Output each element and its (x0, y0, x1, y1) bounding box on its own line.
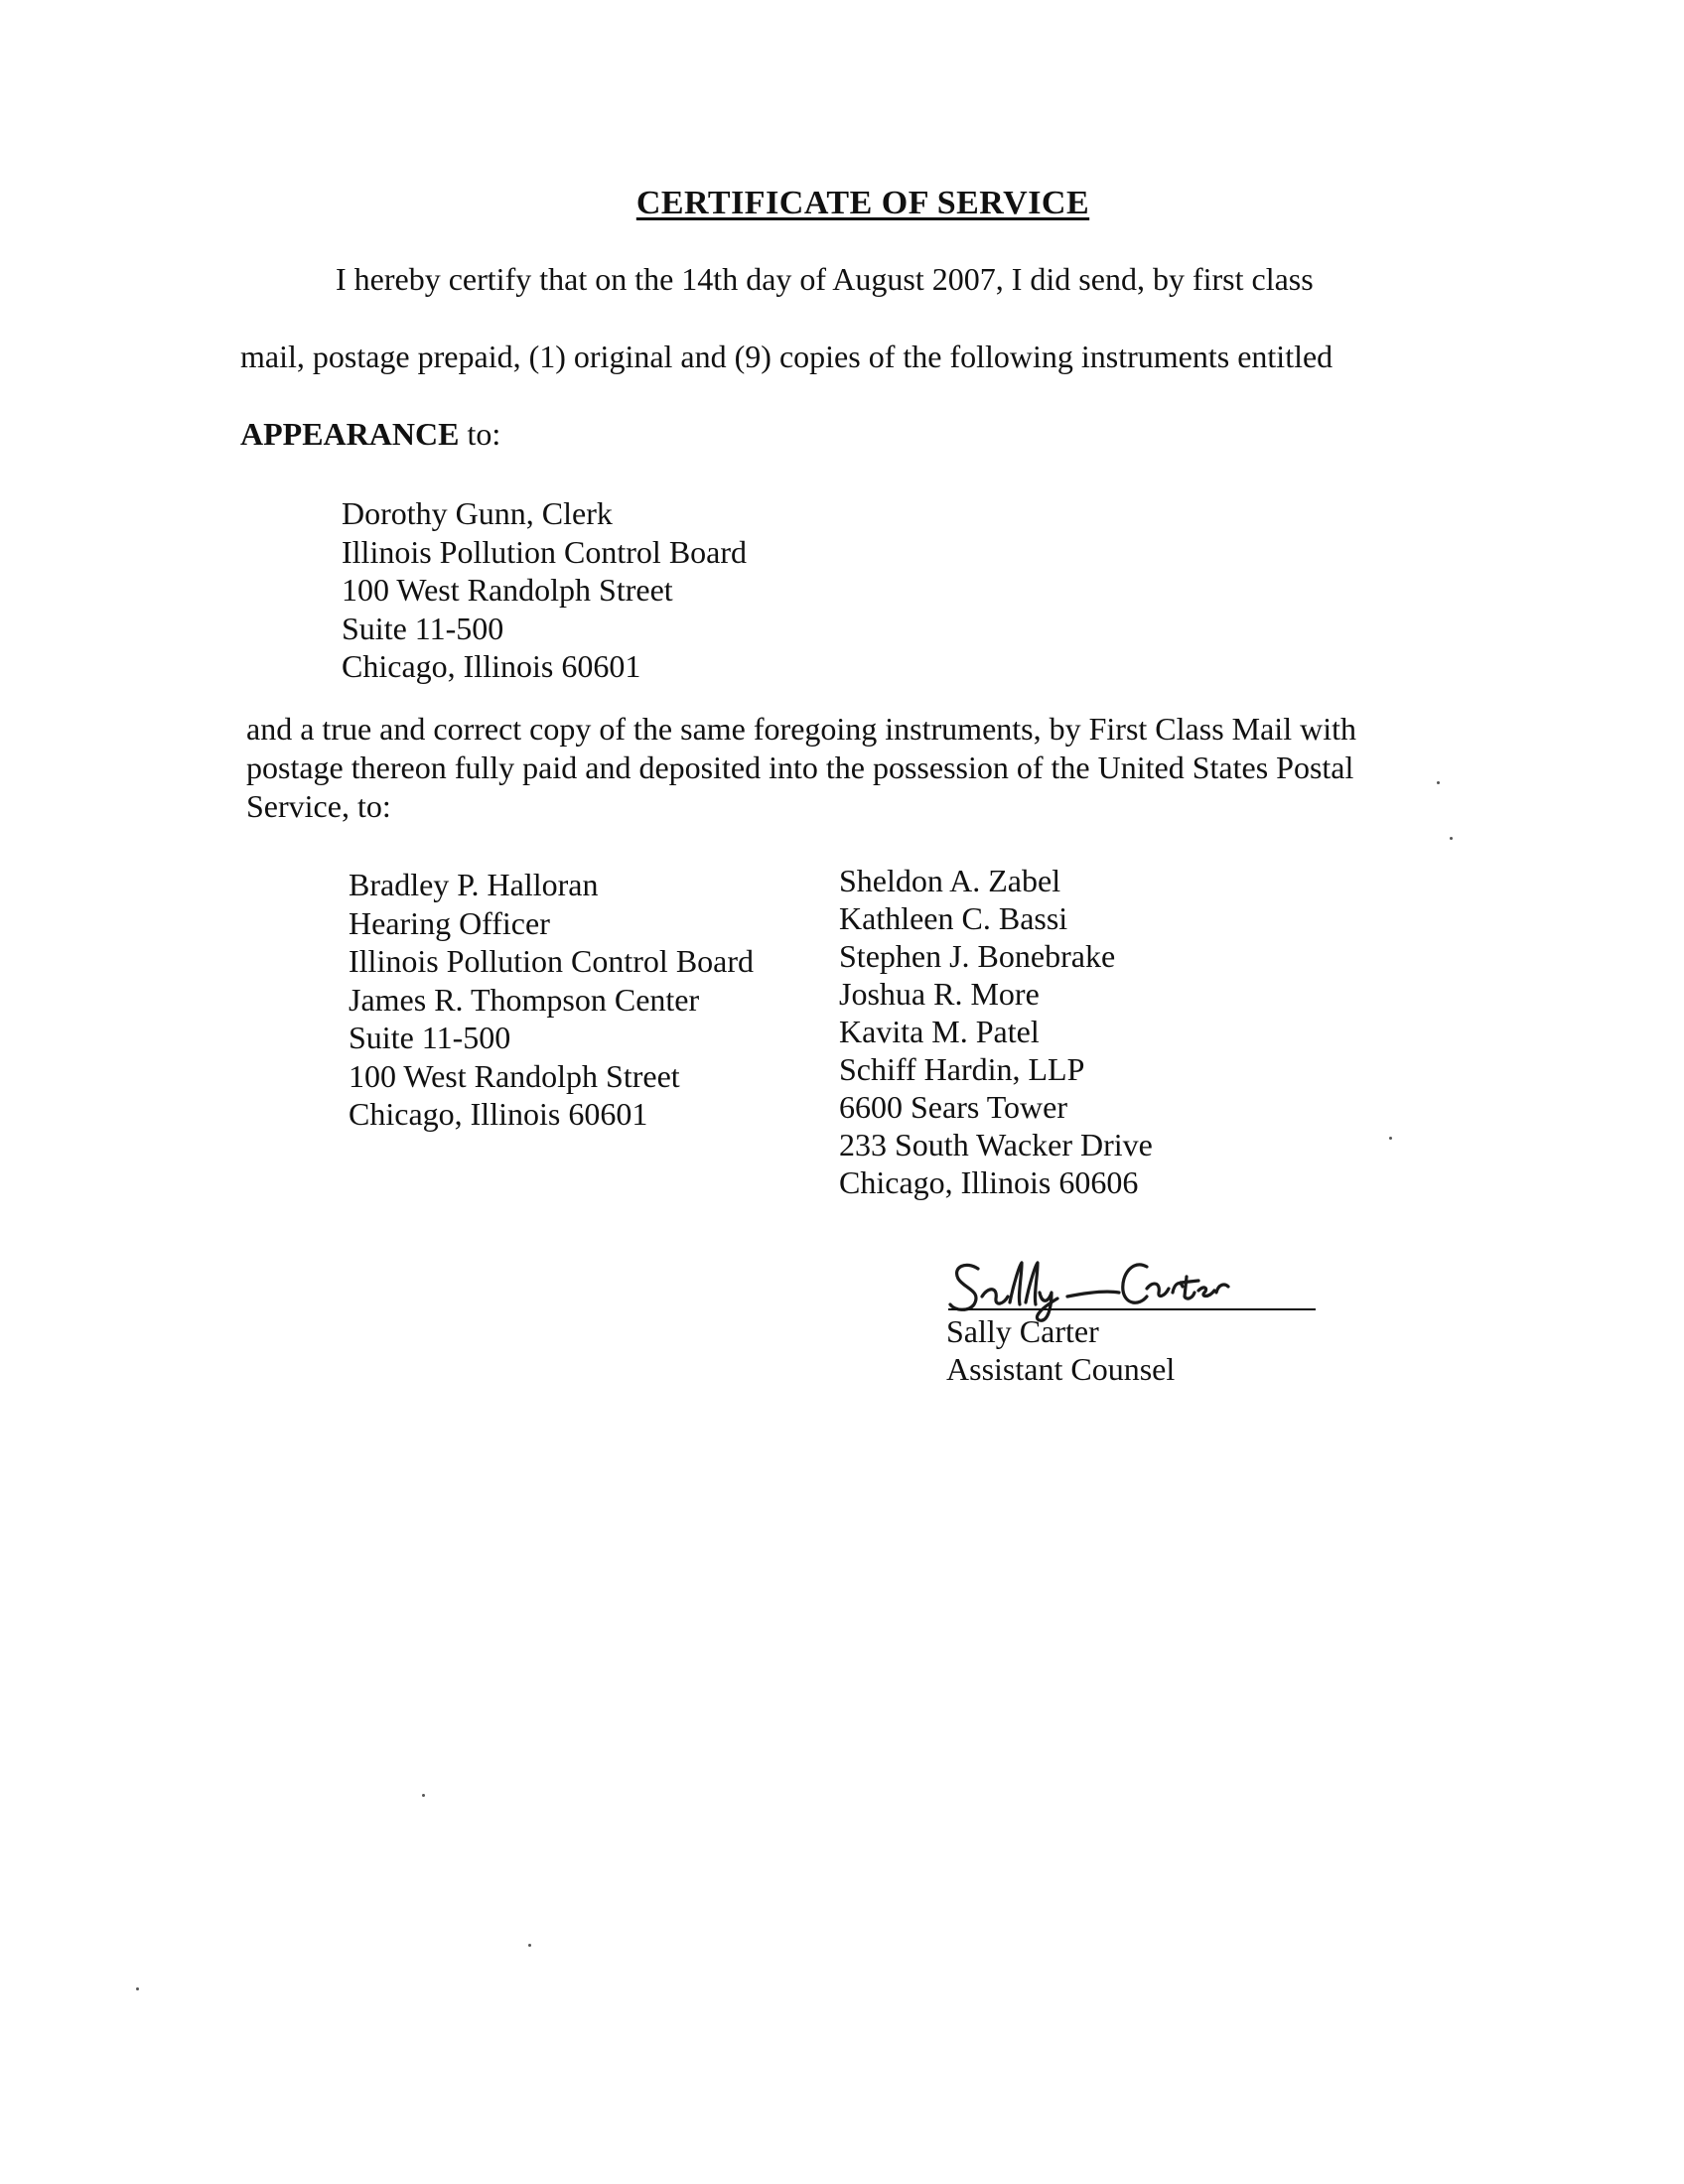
address-line: Illinois Pollution Control Board (342, 533, 748, 570)
document-title: CERTIFICATE OF SERVICE (635, 185, 1090, 221)
address-line: Bradley P. Halloran (349, 867, 599, 902)
address-line: Dorothy Gunn, Clerk (342, 495, 613, 531)
counsel-address-block (839, 862, 1153, 1201)
address-line: 100 West Randolph Street (342, 572, 673, 608)
address-line: Joshua R. More (839, 976, 1040, 1012)
scan-speck (1389, 1137, 1392, 1140)
scan-speck (1450, 837, 1453, 840)
signer-title: Assistant Counsel (946, 1351, 1176, 1387)
scan-speck (136, 1987, 139, 1990)
appearance-to: to: (459, 416, 501, 452)
hearing-officer-address-block (349, 866, 754, 1134)
appearance-label: APPEARANCE (240, 416, 460, 452)
service-line: Service, to: (246, 788, 391, 824)
certification-line-2: mail, postage prepaid, (1) original and (9) copies of the following instruments entitled (240, 339, 1333, 374)
address-line: 100 West Randolph Street (349, 1057, 680, 1094)
address-line: Chicago, Illinois 60601 (342, 648, 641, 684)
address-line: James R. Thompson Center (349, 981, 700, 1018)
address-line: 6600 Sears Tower (839, 1089, 1068, 1125)
clerk-address-block (342, 494, 747, 686)
address-line: Suite 11-500 (342, 610, 504, 646)
appearance-line (240, 415, 500, 453)
signer-block (946, 1312, 1175, 1388)
address-line: Kavita M. Patel (839, 1014, 1040, 1049)
address-line: Schiff Hardin, LLP (839, 1051, 1085, 1087)
address-line: Suite 11-500 (349, 1020, 511, 1055)
address-line: Stephen J. Bonebrake (839, 938, 1116, 974)
service-paragraph (246, 710, 1438, 826)
signer-name: Sally Carter (946, 1313, 1099, 1349)
signature-line (948, 1308, 1316, 1310)
address-line: 233 South Wacker Drive (839, 1127, 1153, 1162)
address-line: Illinois Pollution Control Board (349, 943, 755, 979)
scan-speck (1437, 781, 1440, 784)
certification-line-1: I hereby certify that on the 14th day of August 2007, I did send, by first class (336, 261, 1314, 297)
address-line: Hearing Officer (349, 904, 550, 941)
address-line: Kathleen C. Bassi (839, 900, 1068, 936)
address-line: Sheldon A. Zabel (839, 863, 1061, 898)
service-line: postage thereon fully paid and deposited into the possession of the United States Postal (246, 750, 1354, 785)
scan-speck (422, 1794, 425, 1797)
service-line: and a true and correct copy of the same foregoing instruments, by First Class Mail with (246, 711, 1356, 747)
address-line: Chicago, Illinois 60601 (349, 1096, 648, 1132)
scan-speck (528, 1944, 531, 1947)
address-line: Chicago, Illinois 60606 (839, 1164, 1139, 1200)
